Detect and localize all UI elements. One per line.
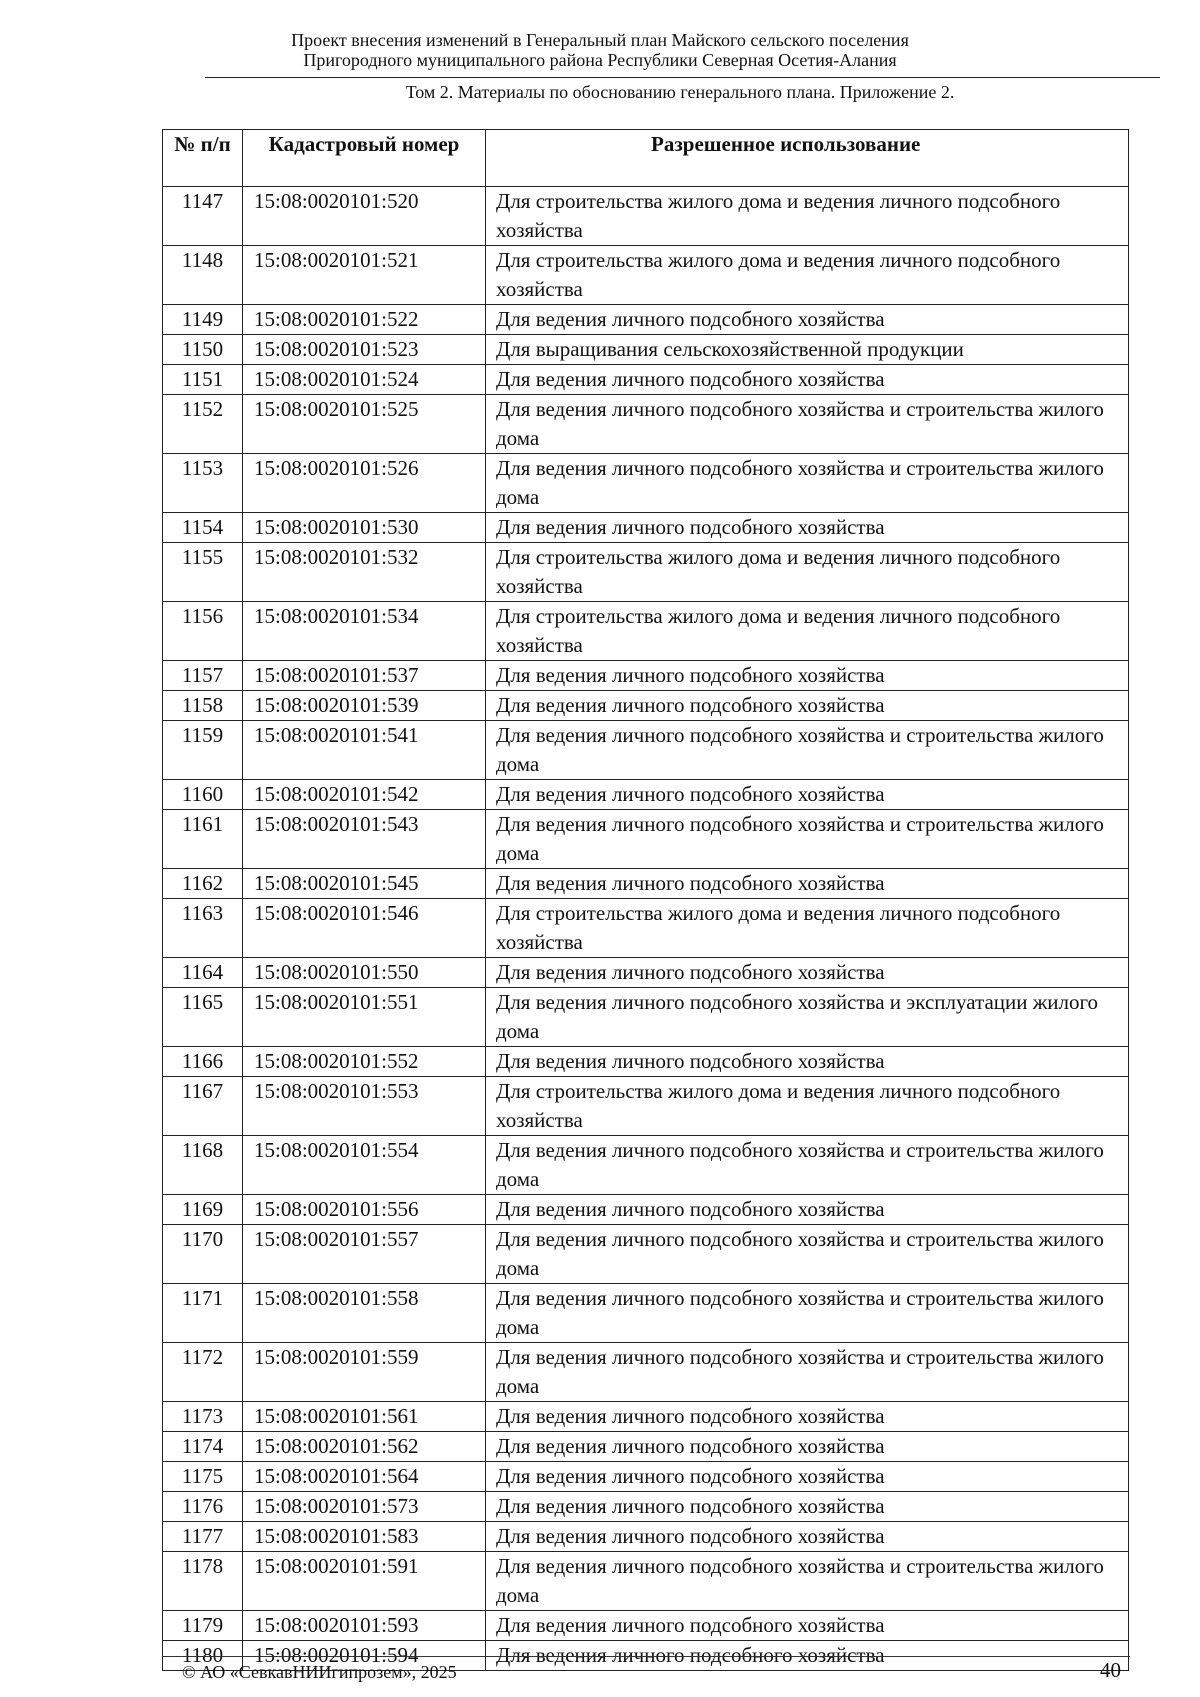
table-row [163,721,1129,780]
table-row [163,1284,1129,1343]
cadastral-number: 15:08:0020101:593 [243,1611,486,1641]
cadastral-number: 15:08:0020101:556 [243,1195,486,1225]
row-number: 1178 [163,1552,243,1611]
row-number: 1168 [163,1136,243,1195]
table-header-row [163,130,1129,187]
table-row [163,958,1129,988]
cadastral-number: 15:08:0020101:523 [243,335,486,365]
row-number: 1167 [163,1077,243,1136]
row-number: 1173 [163,1402,243,1432]
cadastral-number: 15:08:0020101:591 [243,1552,486,1611]
permitted-use: Для ведения личного подсобного хозяйства [486,1492,1129,1522]
header-line-2: Пригородного муниципального района Республики Северная Осетия-Алания [303,50,897,70]
row-number: 1157 [163,661,243,691]
cadastral-number: 15:08:0020101:558 [243,1284,486,1343]
permitted-use: Для ведения личного подсобного хозяйства [486,780,1129,810]
document-header [0,30,1200,70]
row-number: 1174 [163,1432,243,1462]
permitted-use: Для ведения личного подсобного хозяйства [486,513,1129,543]
row-number: 1154 [163,513,243,543]
row-number: 1148 [163,246,243,305]
row-number: 1162 [163,869,243,899]
table-row [163,305,1129,335]
cadastral-number: 15:08:0020101:534 [243,602,486,661]
table-row [163,1552,1129,1611]
permitted-use: Для строительства жилого дома и ведения личного подсобного хозяйства [486,543,1129,602]
table-row [163,543,1129,602]
permitted-use: Для ведения личного подсобного хозяйства [486,1522,1129,1552]
row-number: 1151 [163,365,243,395]
cadastral-number: 15:08:0020101:554 [243,1136,486,1195]
row-number: 1149 [163,305,243,335]
cadastral-number: 15:08:0020101:573 [243,1492,486,1522]
row-number: 1170 [163,1225,243,1284]
permitted-use: Для строительства жилого дома и ведения личного подсобного хозяйства [486,1077,1129,1136]
permitted-use: Для ведения личного подсобного хозяйства [486,1462,1129,1492]
cadastral-number: 15:08:0020101:564 [243,1462,486,1492]
cadastral-number: 15:08:0020101:520 [243,187,486,246]
table-row [163,395,1129,454]
row-number: 1163 [163,899,243,958]
permitted-use: Для ведения личного подсобного хозяйства и строительства жилого дома [486,395,1129,454]
table-row [163,1492,1129,1522]
table-row [163,1077,1129,1136]
table-row [163,1432,1129,1462]
row-number: 1158 [163,691,243,721]
cadastral-number: 15:08:0020101:532 [243,543,486,602]
column-header-use: Разрешенное использование [486,130,1129,187]
table-body [163,187,1129,1671]
table-row [163,1611,1129,1641]
row-number: 1150 [163,335,243,365]
permitted-use: Для ведения личного подсобного хозяйства и строительства жилого дома [486,1284,1129,1343]
row-number: 1166 [163,1047,243,1077]
table-row [163,1343,1129,1402]
permitted-use: Для ведения личного подсобного хозяйства и строительства жилого дома [486,1343,1129,1402]
table-row [163,246,1129,305]
table-row [163,1136,1129,1195]
table-row [163,1522,1129,1552]
table-row [163,513,1129,543]
cadastral-number: 15:08:0020101:583 [243,1522,486,1552]
table-row [163,602,1129,661]
table-row [163,810,1129,869]
cadastral-number: 15:08:0020101:546 [243,899,486,958]
table-row [163,899,1129,958]
cadastral-table [162,129,1129,1671]
row-number: 1165 [163,988,243,1047]
row-number: 1176 [163,1492,243,1522]
cadastral-number: 15:08:0020101:551 [243,988,486,1047]
permitted-use: Для строительства жилого дома и ведения личного подсобного хозяйства [486,246,1129,305]
row-number: 1171 [163,1284,243,1343]
cadastral-number: 15:08:0020101:594 [243,1641,486,1671]
footer-copyright: © АО «СевкавНИИгипрозем», 2025 [182,1662,457,1682]
permitted-use: Для ведения личного подсобного хозяйства [486,1611,1129,1641]
row-number: 1172 [163,1343,243,1402]
table-row [163,869,1129,899]
cadastral-number: 15:08:0020101:557 [243,1225,486,1284]
permitted-use: Для строительства жилого дома и ведения личного подсобного хозяйства [486,187,1129,246]
cadastral-number: 15:08:0020101:521 [243,246,486,305]
row-number: 1153 [163,454,243,513]
cadastral-number: 15:08:0020101:553 [243,1077,486,1136]
permitted-use: Для ведения личного подсобного хозяйства [486,1195,1129,1225]
row-number: 1159 [163,721,243,780]
permitted-use: Для ведения личного подсобного хозяйства [486,1047,1129,1077]
table-row [163,661,1129,691]
table-row [163,1225,1129,1284]
permitted-use: Для ведения личного подсобного хозяйства [486,869,1129,899]
cadastral-number: 15:08:0020101:525 [243,395,486,454]
document-subtitle: Том 2. Материалы по обоснованию генерального плана. Приложение 2. [405,82,955,102]
permitted-use: Для ведения личного подсобного хозяйства [486,1432,1129,1462]
table-row [163,335,1129,365]
permitted-use: Для ведения личного подсобного хозяйства и строительства жилого дома [486,810,1129,869]
table-row [163,454,1129,513]
table-row [163,365,1129,395]
row-number: 1177 [163,1522,243,1552]
permitted-use: Для ведения личного подсобного хозяйства и эксплуатации жилого дома [486,988,1129,1047]
permitted-use: Для строительства жилого дома и ведения личного подсобного хозяйства [486,899,1129,958]
permitted-use: Для строительства жилого дома и ведения личного подсобного хозяйства [486,602,1129,661]
permitted-use: Для ведения личного подсобного хозяйства [486,958,1129,988]
permitted-use: Для ведения личного подсобного хозяйства [486,305,1129,335]
permitted-use: Для ведения личного подсобного хозяйства и строительства жилого дома [486,454,1129,513]
permitted-use: Для ведения личного подсобного хозяйства [486,691,1129,721]
row-number: 1156 [163,602,243,661]
cadastral-number: 15:08:0020101:545 [243,869,486,899]
row-number: 1169 [163,1195,243,1225]
permitted-use: Для ведения личного подсобного хозяйства и строительства жилого дома [486,1136,1129,1195]
row-number: 1155 [163,543,243,602]
row-number: 1152 [163,395,243,454]
cadastral-number: 15:08:0020101:550 [243,958,486,988]
column-header-number: № п/п [163,130,243,187]
table-row [163,187,1129,246]
table-row [163,780,1129,810]
row-number: 1147 [163,187,243,246]
cadastral-number: 15:08:0020101:543 [243,810,486,869]
cadastral-number: 15:08:0020101:542 [243,780,486,810]
table-row [163,988,1129,1047]
cadastral-number: 15:08:0020101:537 [243,661,486,691]
footer-divider [162,1656,1130,1657]
row-number: 1164 [163,958,243,988]
row-number: 1161 [163,810,243,869]
table-row [163,1462,1129,1492]
cadastral-number: 15:08:0020101:526 [243,454,486,513]
cadastral-number: 15:08:0020101:524 [243,365,486,395]
permitted-use: Для ведения личного подсобного хозяйства и строительства жилого дома [486,721,1129,780]
header-line-1: Проект внесения изменений в Генеральный план Майского сельского поселения [291,30,909,50]
table-row [163,1047,1129,1077]
cadastral-number: 15:08:0020101:541 [243,721,486,780]
permitted-use: Для ведения личного подсобного хозяйства [486,1641,1129,1671]
cadastral-number: 15:08:0020101:539 [243,691,486,721]
row-number: 1175 [163,1462,243,1492]
cadastral-number: 15:08:0020101:522 [243,305,486,335]
permitted-use: Для ведения личного подсобного хозяйства [486,365,1129,395]
cadastral-number: 15:08:0020101:530 [243,513,486,543]
permitted-use: Для ведения личного подсобного хозяйства и строительства жилого дома [486,1552,1129,1611]
column-header-cadastral: Кадастровый номер [243,130,486,187]
table-row [163,1402,1129,1432]
permitted-use: Для ведения личного подсобного хозяйства [486,1402,1129,1432]
cadastral-number: 15:08:0020101:562 [243,1432,486,1462]
row-number: 1180 [163,1641,243,1671]
cadastral-number: 15:08:0020101:552 [243,1047,486,1077]
permitted-use: Для ведения личного подсобного хозяйства [486,661,1129,691]
cadastral-number: 15:08:0020101:561 [243,1402,486,1432]
cadastral-number: 15:08:0020101:559 [243,1343,486,1402]
page-number: 40 [1100,1658,1121,1682]
row-number: 1160 [163,780,243,810]
row-number: 1179 [163,1611,243,1641]
table-row [163,1195,1129,1225]
permitted-use: Для выращивания сельскохозяйственной продукции [486,335,1129,365]
header-divider [205,77,1160,78]
table-row [163,691,1129,721]
permitted-use: Для ведения личного подсобного хозяйства и строительства жилого дома [486,1225,1129,1284]
